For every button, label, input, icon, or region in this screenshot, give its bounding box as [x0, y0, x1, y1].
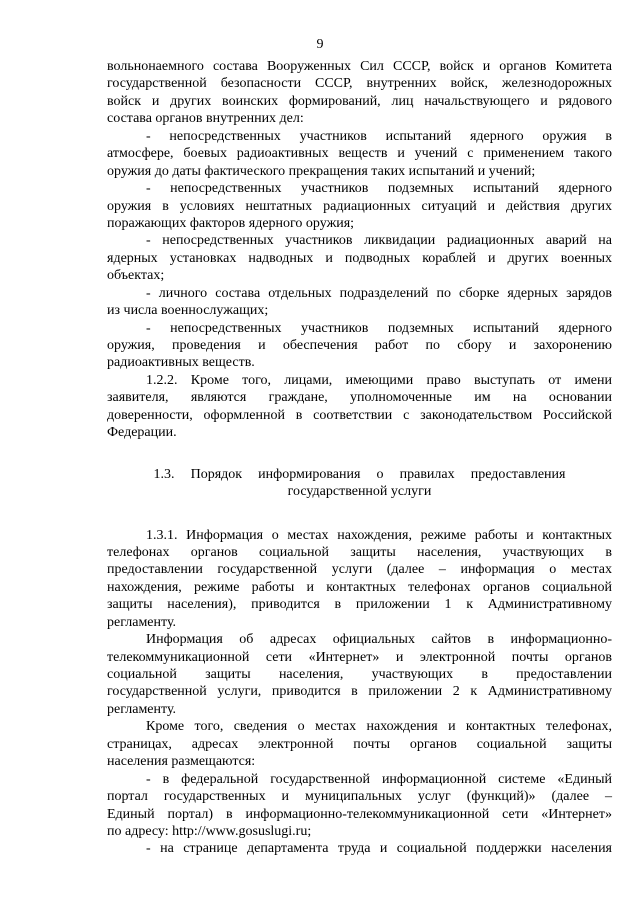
- text-line: нахождения, режиме работы и контактных телефонах органов социальной: [107, 579, 612, 595]
- text-line: регламенту.: [107, 701, 177, 717]
- text-line: вольнонаемного состава Вооруженных Сил СССР, войск и органов Комитета: [107, 59, 612, 74]
- text-line: оружия в условиях нештатных радиационных ситуаций и действия других: [107, 198, 612, 214]
- text-line: государственной безопасности СССР, внутренних войск, железнодорожных: [107, 76, 612, 92]
- text-line: оружия до даты фактического прекращения таких испытаний и учений;: [107, 163, 536, 179]
- text-line: предоставлении государственной услуги (далее – информация о местах: [107, 562, 612, 578]
- text-line: объектах;: [107, 268, 165, 284]
- text-line: атмосфере, боевых радиоактивных веществ и учений с применением такого: [107, 146, 612, 162]
- text-line: доверенности, оформленной в соответствии с законодательством Российской: [107, 407, 612, 423]
- text-line: состава органов внутренних дел:: [107, 111, 304, 127]
- section-heading: государственной услуги: [287, 484, 432, 500]
- text-line: Кроме того, сведения о местах нахождения и контактных телефонах,: [146, 719, 612, 735]
- text-line: - непосредственных участников испытаний ядерного оружия в: [146, 128, 612, 144]
- text-line: - непосредственных участников подземных испытаний ядерного: [146, 181, 612, 197]
- section-spacer: [107, 442, 612, 466]
- text-line: - непосредственных участников ликвидации радиационных аварий на: [146, 233, 612, 249]
- page-number: 9: [316, 37, 324, 52]
- text-line: 1.2.2. Кроме того, лицами, имеющими право выступать от имени: [146, 372, 612, 388]
- text-line: Федерации.: [107, 425, 177, 441]
- text-line: заявителя, являются граждане, уполномоченные им на основании: [107, 390, 612, 406]
- text-line: - непосредственных участников подземных испытаний ядерного: [146, 320, 612, 336]
- text-line: войск и других воинских формирований, лиц начальствующего и рядового: [107, 93, 612, 109]
- text-line: из числа военнослужащих;: [107, 303, 269, 319]
- text-line: защиты населения), приводится в приложении 1 к Административному: [107, 597, 612, 613]
- text-line: Информация об адресах официальных сайтов в информационно-: [146, 632, 612, 648]
- text-line: Единый портал) в информационно-телекоммуникационной сети «Интернет»: [107, 806, 612, 822]
- text-line: по адресу: http://www.gosuslugi.ru;: [107, 823, 312, 839]
- section-heading: 1.3. Порядок информирования о правилах предоставления: [153, 466, 566, 482]
- text-line: телекоммуникационной сети «Интернет» и электронной почты органов: [107, 649, 612, 665]
- section-spacer: [107, 501, 612, 527]
- text-line: социальной защиты населения, участвующих в предоставлении: [107, 667, 612, 682]
- text-line: портал государственных и муниципальных услуг (функций)» (далее –: [107, 789, 612, 805]
- text-line: населения размещаются:: [107, 754, 256, 770]
- text-line: регламенту.: [107, 614, 177, 630]
- text-line: 1.3.1. Информация о местах нахождения, режиме работы и контактных: [146, 527, 612, 543]
- text-line: страницах, адресах электронной почты органов социальной защиты: [107, 736, 612, 752]
- text-line: поражающих факторов ядерного оружия;: [107, 215, 355, 231]
- text-line: - в федеральной государственной информационной системе «Единый: [146, 771, 612, 787]
- document-body: [107, 58, 612, 858]
- text-line: - личного состава отдельных подразделений по сборке ядерных зарядов: [146, 285, 612, 301]
- text-line: телефонах органов социальной защиты населения, участвующих в: [107, 544, 612, 560]
- text-line: - на странице департамента труда и социальной поддержки населения: [146, 841, 612, 857]
- text-line: оружия, проведения и обеспечения работ по сбору и захоронению: [107, 338, 612, 353]
- text-line: ядерных установках надводных и подводных кораблей и других военных: [107, 250, 612, 266]
- text-line: радиоактивных веществ.: [107, 355, 255, 371]
- text-line: государственной услуги, приводится в приложении 2 к Административному: [107, 684, 612, 700]
